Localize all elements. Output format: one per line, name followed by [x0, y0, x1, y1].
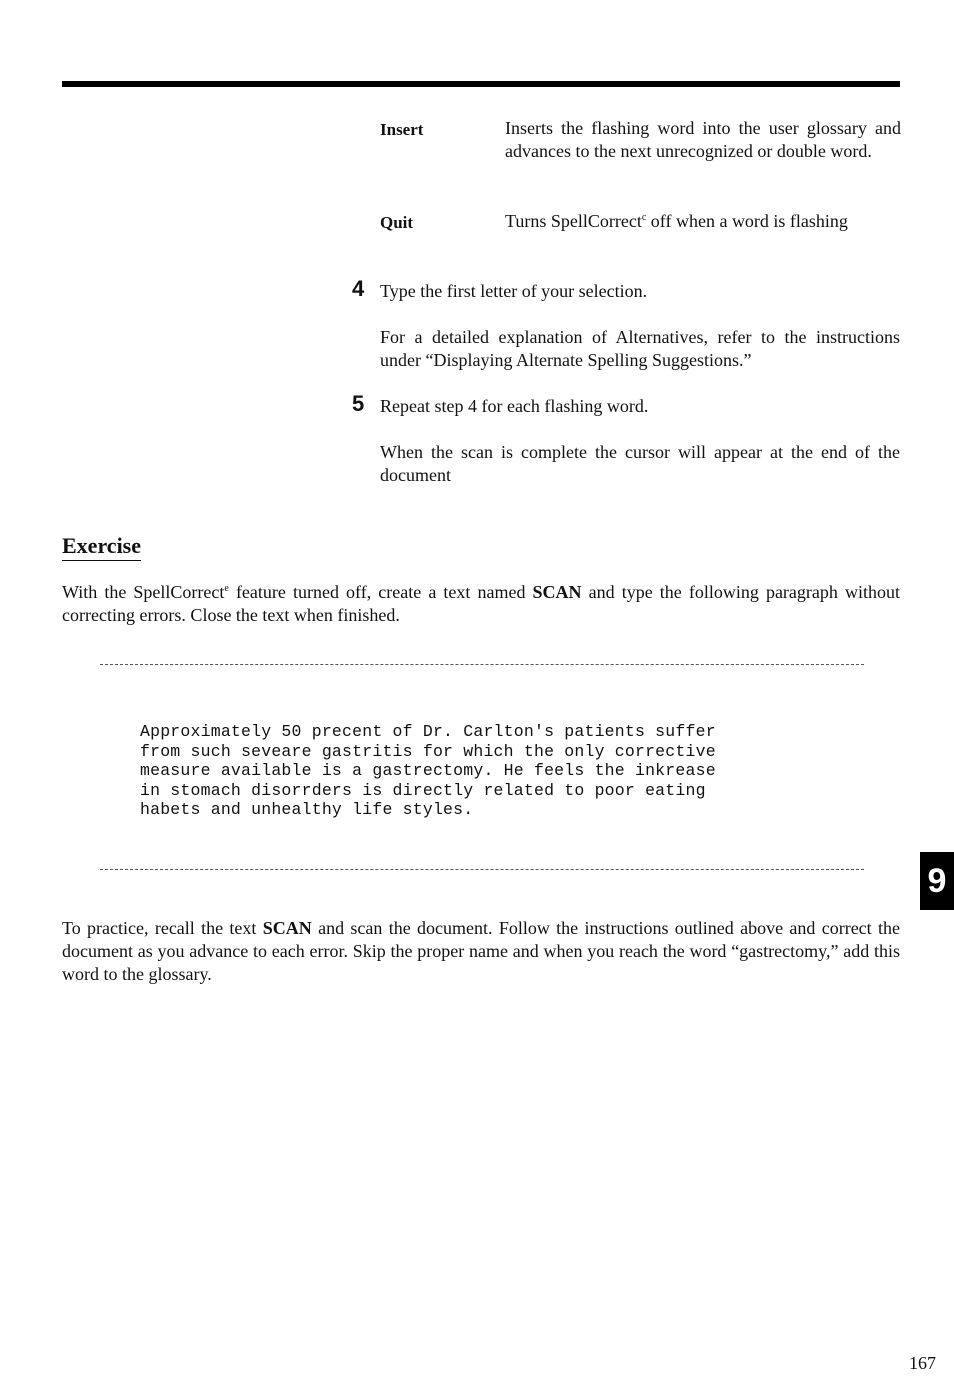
- sample-line: Approximately 50 precent of Dr. Carlton's patients suffer: [140, 722, 716, 741]
- sample-paragraph: [140, 722, 840, 820]
- page-number: 167: [909, 1353, 936, 1373]
- top-rule: [62, 81, 900, 87]
- definition-insert: Inserts the flashing word into the user glossary and advances to the next unrecognized or double word.: [505, 118, 901, 161]
- term-insert: Insert: [380, 120, 424, 139]
- step-number-4: 4: [352, 276, 365, 301]
- sample-line: in stomach disorrders is directly related to poor eating: [140, 780, 706, 800]
- step-4-note: For a detailed explanation of Alternatives, refer to the instructions under “Displaying Alternate Spelling Suggestions.”: [380, 327, 900, 370]
- step-5-text: Repeat step 4 for each flashing word.: [380, 396, 649, 416]
- sample-line: habets and unhealthy life styles.: [140, 800, 474, 820]
- step-5-note: When the scan is complete the cursor will appear at the end of the document: [380, 442, 900, 485]
- exercise-intro: With the SpellCorrect$^e$ feature turned off, create a text named SCAN and type the following paragraph without correcting errors. Close the text when finished.: [62, 582, 900, 625]
- term-quit: Quit: [380, 213, 414, 232]
- step-number-5: 5: [352, 391, 365, 416]
- sample-top-border: [100, 664, 864, 665]
- step-4-text: Type the first letter of your selection.: [380, 281, 648, 301]
- sample-bottom-border: [100, 869, 864, 870]
- practice-paragraph: To practice, recall the text SCAN and scan the document. Follow the instructions outlined above and correct the document as you advance to each error. Skip the proper name and when you reach the word “gastrectomy,” add this word to the glossary.: [62, 918, 900, 984]
- sample-line: measure available is a gastrectomy. He feels the inkrease: [140, 761, 716, 781]
- chapter-tab: 9: [920, 852, 954, 910]
- sample-line: from such seveare gastritis for which the only corrective: [140, 741, 716, 761]
- definition-quit: Turns SpellCorrect$^c$ off when a word is flashing: [505, 211, 848, 231]
- exercise-heading: Exercise: [62, 533, 141, 561]
